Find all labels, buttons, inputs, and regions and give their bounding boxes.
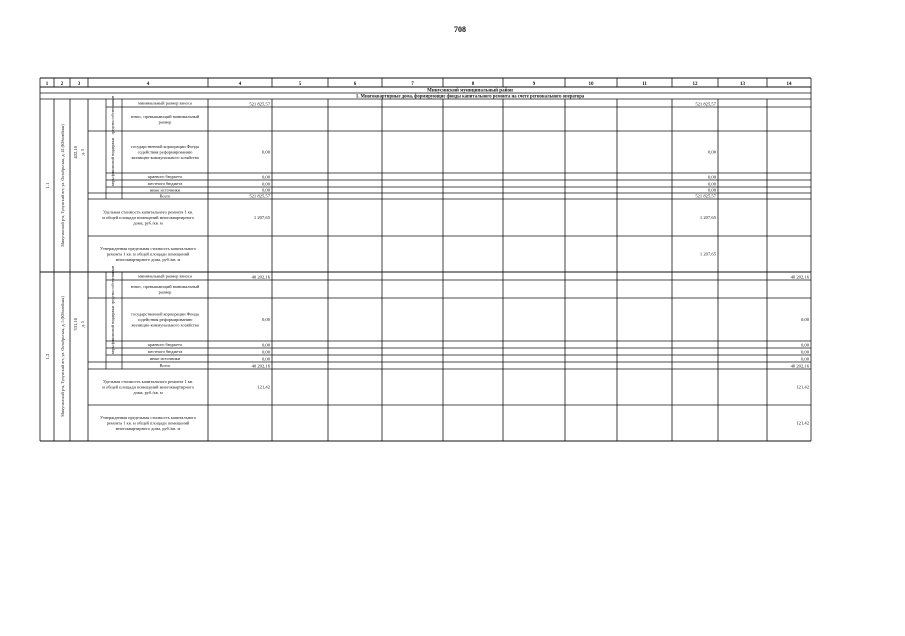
value-col-12: 521 825,57	[695, 193, 716, 199]
block-number: 1.2	[45, 353, 50, 360]
row-label: местного бюджета	[147, 349, 183, 355]
value-col-4: 0,00	[261, 149, 270, 155]
address: Минусинский р-н, Тулунский пгт, ул. Октябрьская, д. 5 (Юбилейная)	[60, 296, 65, 417]
address: Минусинский р-н, Тулунский пгт, ул. Октябрьская, д. 41 (Юбилейная)	[60, 124, 65, 247]
value-col-4: 0,00	[261, 174, 270, 180]
value-col-12: 521 825,57	[695, 101, 716, 107]
section-title: 1. Многоквартирные дома, формирующие фонды капитального ремонта на счете регионального оператора	[355, 94, 585, 100]
row-label: дома, руб./кв. м	[133, 390, 163, 395]
row-label: размер	[158, 289, 172, 295]
row-label: содействия реформированию	[137, 149, 193, 155]
row-label: взнос, превышающий минимальный	[130, 113, 200, 119]
building-area: 331,10	[73, 317, 78, 331]
value-col-4: 0,00	[261, 349, 270, 355]
row-label: многоквартирного дома, руб./кв. м	[115, 257, 181, 262]
row-label: м общей площади помещений многоквартирного	[102, 215, 194, 221]
row-label: взнос, превышающий минимальный	[130, 283, 200, 289]
row-label: Утвержденная предельная стоимость капитального	[99, 246, 197, 252]
value-col-12: 1 207,65	[699, 215, 716, 221]
row-label: государственной корпорации Фонда	[131, 144, 199, 150]
row-label: минимальный размер взноса	[138, 100, 192, 106]
value-col-15: 121,42	[796, 384, 809, 390]
row-label: Удельная стоимость капитального ремонта 1 кв.	[102, 379, 194, 385]
building-number: д. 5	[80, 321, 85, 328]
row-label: жилищно-коммунального хозяйства	[131, 155, 199, 160]
row-label: иные источники	[149, 187, 181, 193]
value-col-12: 1 207,65	[699, 251, 716, 257]
value-col-15: 0,00	[800, 317, 809, 323]
column-header: 11	[642, 81, 647, 87]
value-col-4: 0,00	[261, 356, 270, 362]
row-label: Всего	[159, 193, 171, 199]
value-col-4: 0,00	[261, 181, 270, 187]
column-header: 2	[60, 81, 64, 87]
value-col-4: 1 207,65	[253, 215, 270, 221]
row-label: жилищно-коммунального хозяйства	[131, 322, 199, 328]
row-label: Всего	[159, 363, 171, 369]
value-col-4: 521 825,57	[249, 193, 270, 199]
row-label: ремонта 1 кв. м общей площади помещений	[106, 420, 190, 426]
column-header: 3	[77, 81, 81, 87]
column-header: 1	[45, 81, 49, 87]
value-col-15: 121,42	[796, 420, 809, 426]
value-col-15: 40 202,16	[790, 363, 809, 369]
row-label: м общей площади помещений многоквартирного	[102, 384, 194, 390]
column-header: 14	[786, 81, 792, 87]
column-header: 4	[146, 81, 150, 87]
row-label: краевого бюджета	[148, 174, 182, 180]
row-label: Удельная стоимость капитального ремонта 1 кв.	[102, 209, 194, 215]
funds-group-label: средства собственников	[111, 95, 115, 135]
value-col-12: 0,00	[707, 181, 716, 187]
value-col-12: 0,00	[707, 174, 716, 180]
value-col-12: 0,00	[707, 149, 716, 155]
value-col-15: 40 202,16	[790, 274, 809, 280]
row-label: государственной корпорации Фонда	[131, 311, 199, 317]
row-label: ремонта 1 кв. м общей площади помещений	[106, 251, 190, 257]
column-header: 10	[588, 81, 594, 87]
column-header: 8	[471, 81, 475, 87]
column-header: 9	[532, 81, 536, 87]
value-col-4: 0,00	[261, 342, 270, 348]
measures-group-label: меры финансовой поддержки	[111, 306, 115, 354]
funds-group-label: средства собственников	[111, 265, 115, 305]
page-number: 708	[454, 25, 466, 34]
value-col-4: 521 825,57	[249, 101, 270, 107]
value-col-4: 0,00	[261, 187, 270, 193]
row-label: содействия реформированию	[137, 317, 193, 323]
value-col-4: 121,42	[257, 384, 270, 390]
value-col-15: 0,00	[800, 342, 809, 348]
row-label: местного бюджета	[147, 181, 183, 187]
row-label: дома, руб./кв. м	[133, 220, 163, 226]
value-col-4: 40 202,16	[251, 274, 270, 280]
row-label: минимальный размер взноса	[138, 273, 192, 279]
building-area: 432,10	[73, 145, 78, 159]
value-col-15: 0,00	[800, 356, 809, 362]
district-title: Минусинский муниципальный район	[427, 88, 513, 94]
column-header: 6	[353, 81, 357, 87]
column-header: 13	[740, 81, 745, 87]
column-header: 5	[298, 81, 302, 87]
column-header: 7	[411, 81, 414, 87]
building-number: д. 3	[80, 149, 85, 156]
row-label: иные источники	[149, 356, 181, 362]
column-header: 4	[238, 81, 242, 87]
value-col-4: 0,00	[261, 317, 270, 323]
row-label: краевого бюджета	[148, 342, 182, 348]
value-col-12: 0,00	[707, 187, 716, 193]
row-label: многоквартирного дома, руб./кв. м	[115, 426, 181, 431]
column-header: 12	[692, 81, 698, 87]
value-col-4: 40 202,16	[251, 363, 270, 369]
measures-group-label: меры финансовой поддержки	[111, 138, 115, 186]
row-label: размер	[158, 119, 172, 125]
row-label: Утвержденная предельная стоимость капитального	[99, 415, 197, 421]
table-cells	[45, 82, 810, 432]
block-number: 1.1	[45, 182, 50, 189]
value-col-15: 0,00	[800, 349, 809, 355]
